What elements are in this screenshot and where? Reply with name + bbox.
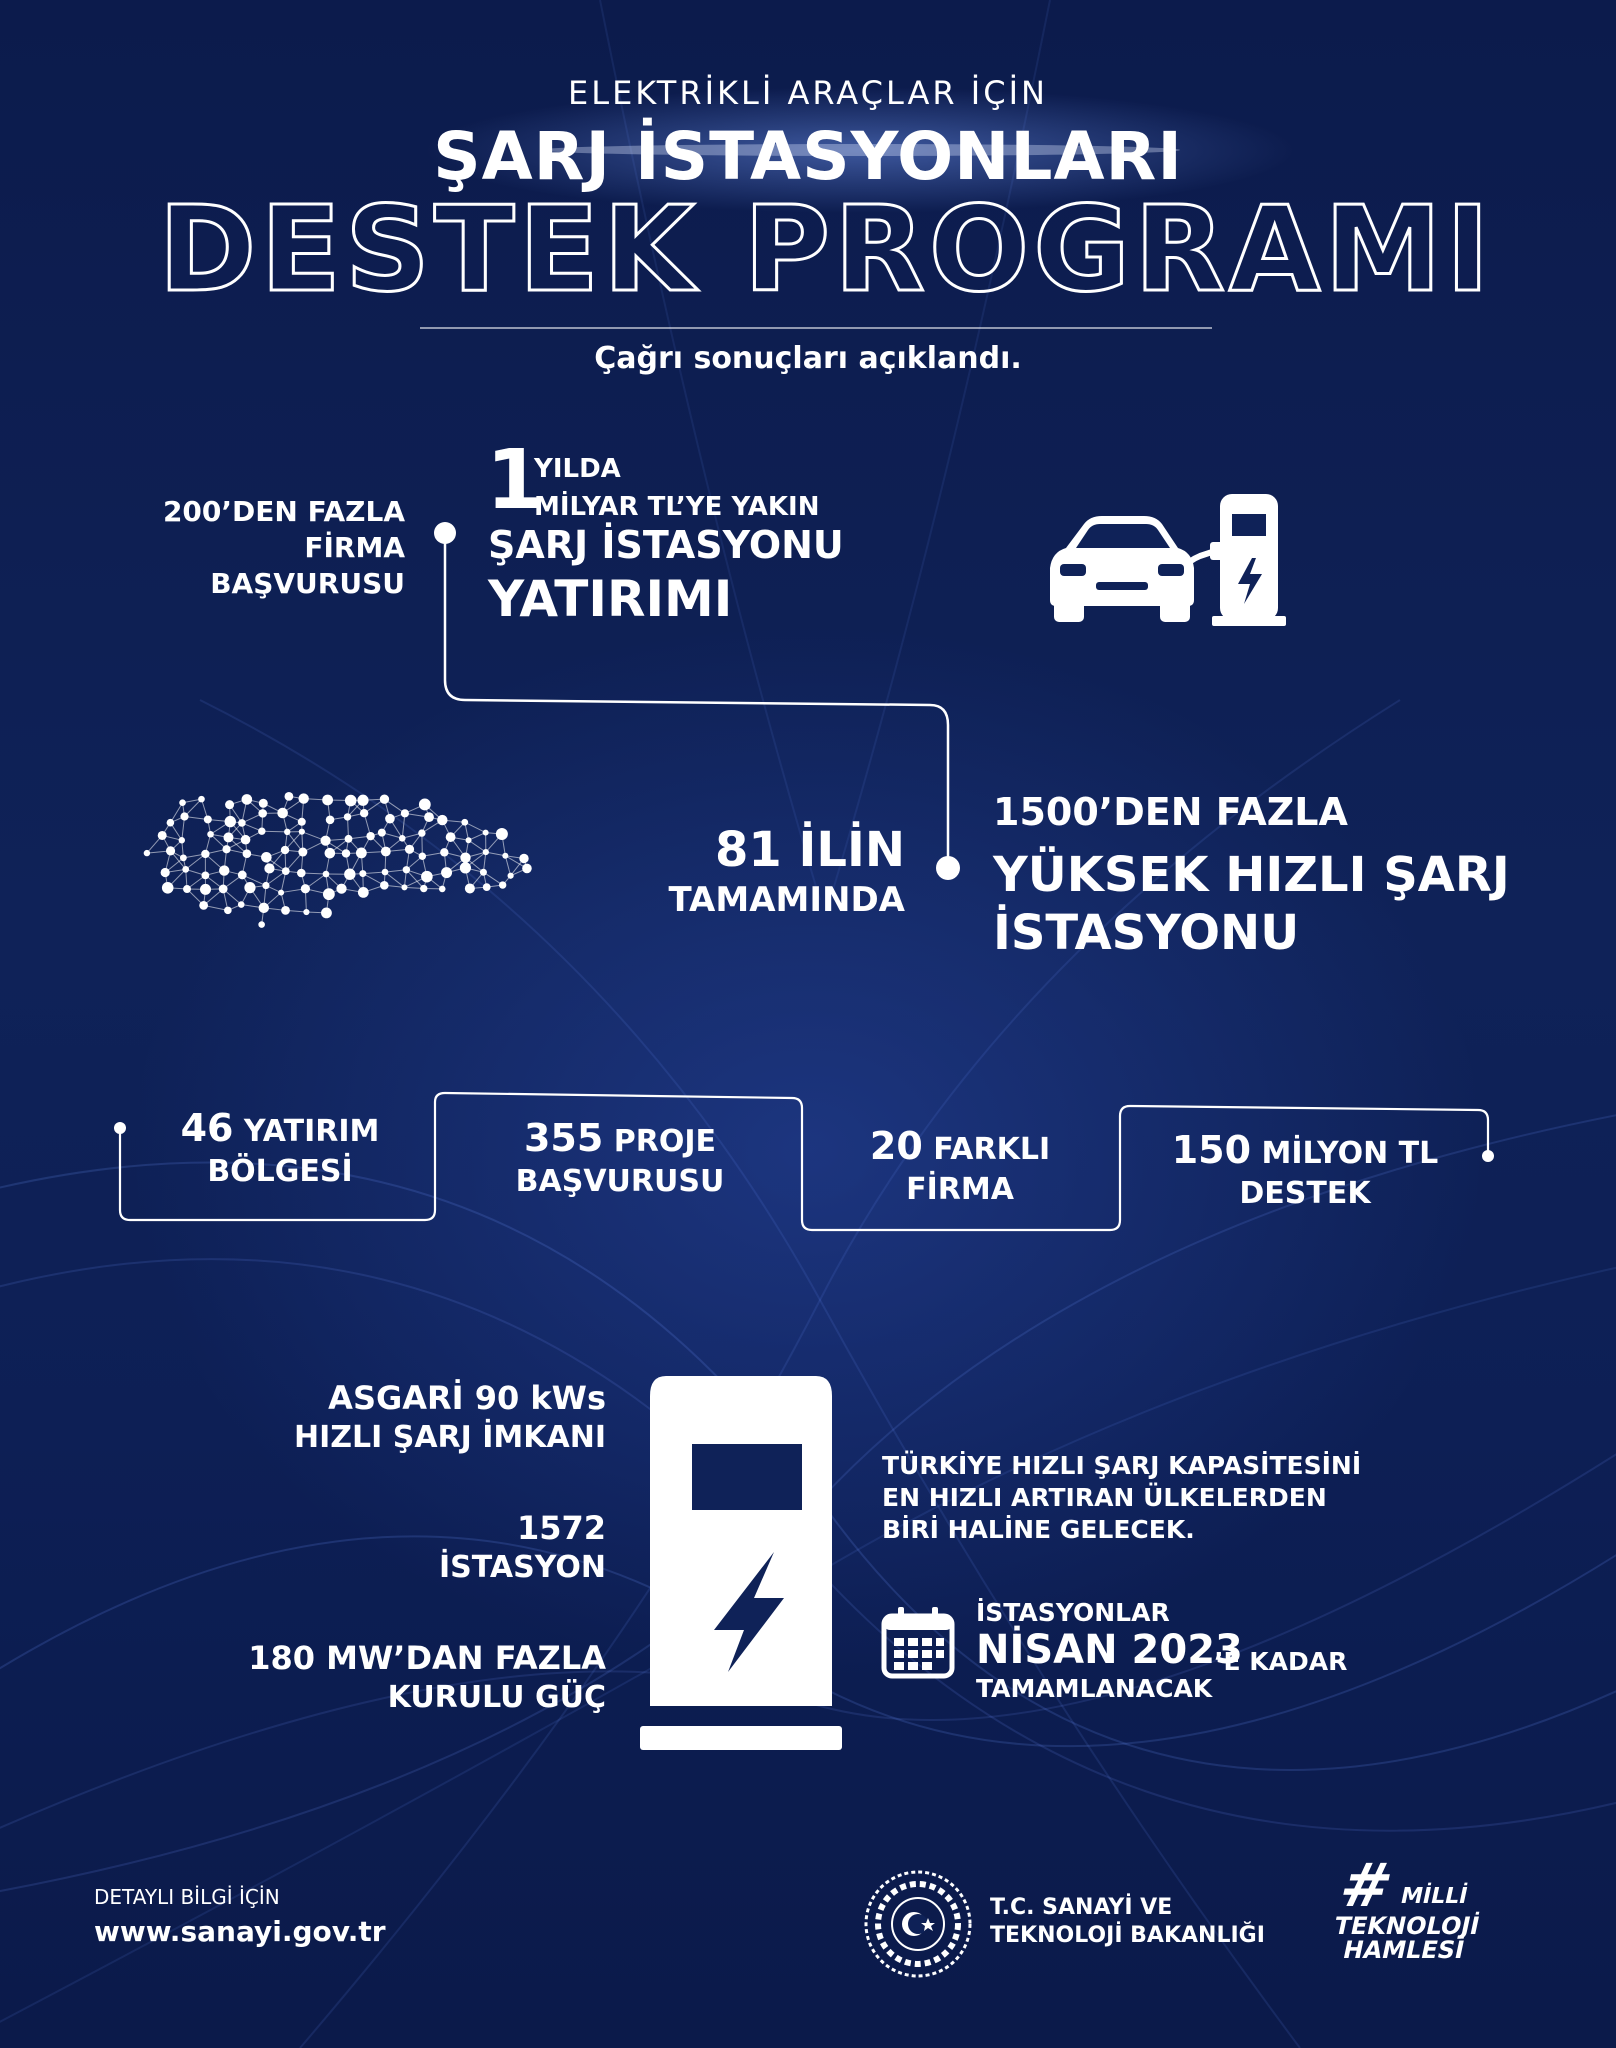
stat-number: 150 bbox=[1171, 1128, 1252, 1172]
investment-line4: YATIRIMI bbox=[488, 570, 733, 628]
detail-power-line1: ASGARİ 90 kWs bbox=[328, 1379, 606, 1417]
stat-label: MİLYON TL bbox=[1261, 1136, 1439, 1171]
stat-investment-regions bbox=[150, 1108, 410, 1192]
detail-count-line2: İSTASYON bbox=[439, 1550, 606, 1585]
claim-word-turkiye: TÜRKİYE bbox=[882, 1451, 1003, 1480]
calendar-icon bbox=[880, 1604, 956, 1680]
ministry-line2: TEKNOLOJİ BAKANLIĞI bbox=[990, 1923, 1265, 1948]
header-title: ŞARJ İSTASYONLARI bbox=[433, 118, 1183, 195]
provinces-line1: 81 İLİN bbox=[715, 822, 905, 878]
applications-text bbox=[100, 494, 405, 602]
stat-label: PROJE bbox=[613, 1124, 717, 1159]
deadline-line1: İSTASYONLAR bbox=[976, 1598, 1170, 1627]
deadline-date: NİSAN 2023 bbox=[976, 1627, 1243, 1673]
investment-line2: MİLYAR TL’YE YAKIN bbox=[534, 492, 820, 522]
applications-line2: FİRMA BAŞVURUSU bbox=[210, 531, 405, 600]
footer-url-link[interactable]: www.sanayi.gov.tr bbox=[94, 1915, 386, 1948]
claim-text: HIZLI ŞARJ KAPASİTESİNİ bbox=[1011, 1451, 1362, 1480]
ministry-seal-icon bbox=[862, 1868, 974, 1980]
stat-label: YATIRIM bbox=[243, 1114, 380, 1149]
stat-number: 46 bbox=[180, 1106, 234, 1150]
turkey-network-map-icon bbox=[138, 770, 543, 940]
investment-lines bbox=[534, 450, 819, 526]
deadline-line3: TAMAMLANACAK bbox=[976, 1674, 1213, 1703]
detail-count-line1: 1572 bbox=[516, 1509, 606, 1547]
ministry-name bbox=[990, 1894, 1265, 1950]
detail-power-line2: HIZLI ŞARJ İMKANI bbox=[293, 1420, 606, 1455]
header-big-title: DESTEK PROGRAMI bbox=[158, 180, 1494, 318]
stat-number: 355 bbox=[523, 1116, 604, 1160]
stations-line3: İSTASYONU bbox=[993, 905, 1300, 961]
stat-project-applications bbox=[470, 1118, 770, 1202]
stat-label: FARKLI bbox=[933, 1132, 1051, 1167]
charging-station-icon bbox=[636, 1376, 846, 1760]
deadline-suffix: ’E KADAR bbox=[1214, 1647, 1348, 1676]
campaign-logo bbox=[1325, 1851, 1497, 1964]
timeline-node bbox=[936, 856, 960, 880]
timeline-node bbox=[434, 522, 456, 544]
stat-label-line2: BÖLGESİ bbox=[207, 1154, 353, 1189]
stat-support-amount bbox=[1140, 1130, 1470, 1214]
capacity-claim bbox=[882, 1450, 1402, 1546]
car-charging-icon bbox=[1040, 490, 1300, 640]
provinces-line2: TAMAMINDA bbox=[668, 880, 905, 920]
stats-end-dot bbox=[1482, 1150, 1494, 1162]
claim-text: ÜLKELERDEN bbox=[1143, 1483, 1327, 1512]
stat-label-line2: DESTEK bbox=[1239, 1176, 1371, 1211]
investment-line3: ŞARJ İSTASYONU bbox=[488, 523, 844, 567]
stations-lines bbox=[993, 846, 1553, 962]
stat-label-line2: FİRMA bbox=[906, 1172, 1014, 1207]
campaign-line2: TEKNOLOJİ bbox=[1331, 1912, 1483, 1940]
detail-capacity-line1: 180 MW’DAN FAZLA bbox=[248, 1639, 606, 1677]
stations-line1: 1500’DEN FAZLA bbox=[993, 790, 1348, 834]
stat-companies bbox=[830, 1126, 1090, 1210]
claim-word-fastest: EN HIZLI ARTIRAN bbox=[882, 1483, 1135, 1512]
stats-start-dot bbox=[114, 1122, 126, 1134]
ministry-line1: T.C. SANAYİ VE bbox=[990, 1895, 1173, 1920]
investment-number: 1 bbox=[486, 433, 544, 528]
footer-info-label: DETAYLI BİLGİ İÇİN bbox=[94, 1885, 280, 1909]
header-subtitle: ELEKTRİKLİ ARAÇLAR İÇİN bbox=[568, 74, 1048, 112]
stat-number: 20 bbox=[869, 1124, 923, 1168]
applications-line1: 200’DEN FAZLA bbox=[162, 495, 405, 528]
campaign-hash: # bbox=[1333, 1851, 1399, 1921]
detail-capacity-line2: KURULU GÜÇ bbox=[387, 1680, 606, 1715]
header-note: Çağrı sonuçları açıklandı. bbox=[594, 341, 1022, 376]
campaign-line1: MİLLİ bbox=[1398, 1884, 1470, 1909]
claim-text: BİRİ HALİNE GELECEK. bbox=[882, 1515, 1195, 1544]
investment-line1: YILDA bbox=[534, 454, 621, 484]
stat-label-line2: BAŞVURUSU bbox=[515, 1164, 725, 1199]
stations-line2: YÜKSEK HIZLI ŞARJ bbox=[993, 847, 1510, 903]
campaign-line3: HAMLESİ bbox=[1340, 1936, 1467, 1964]
